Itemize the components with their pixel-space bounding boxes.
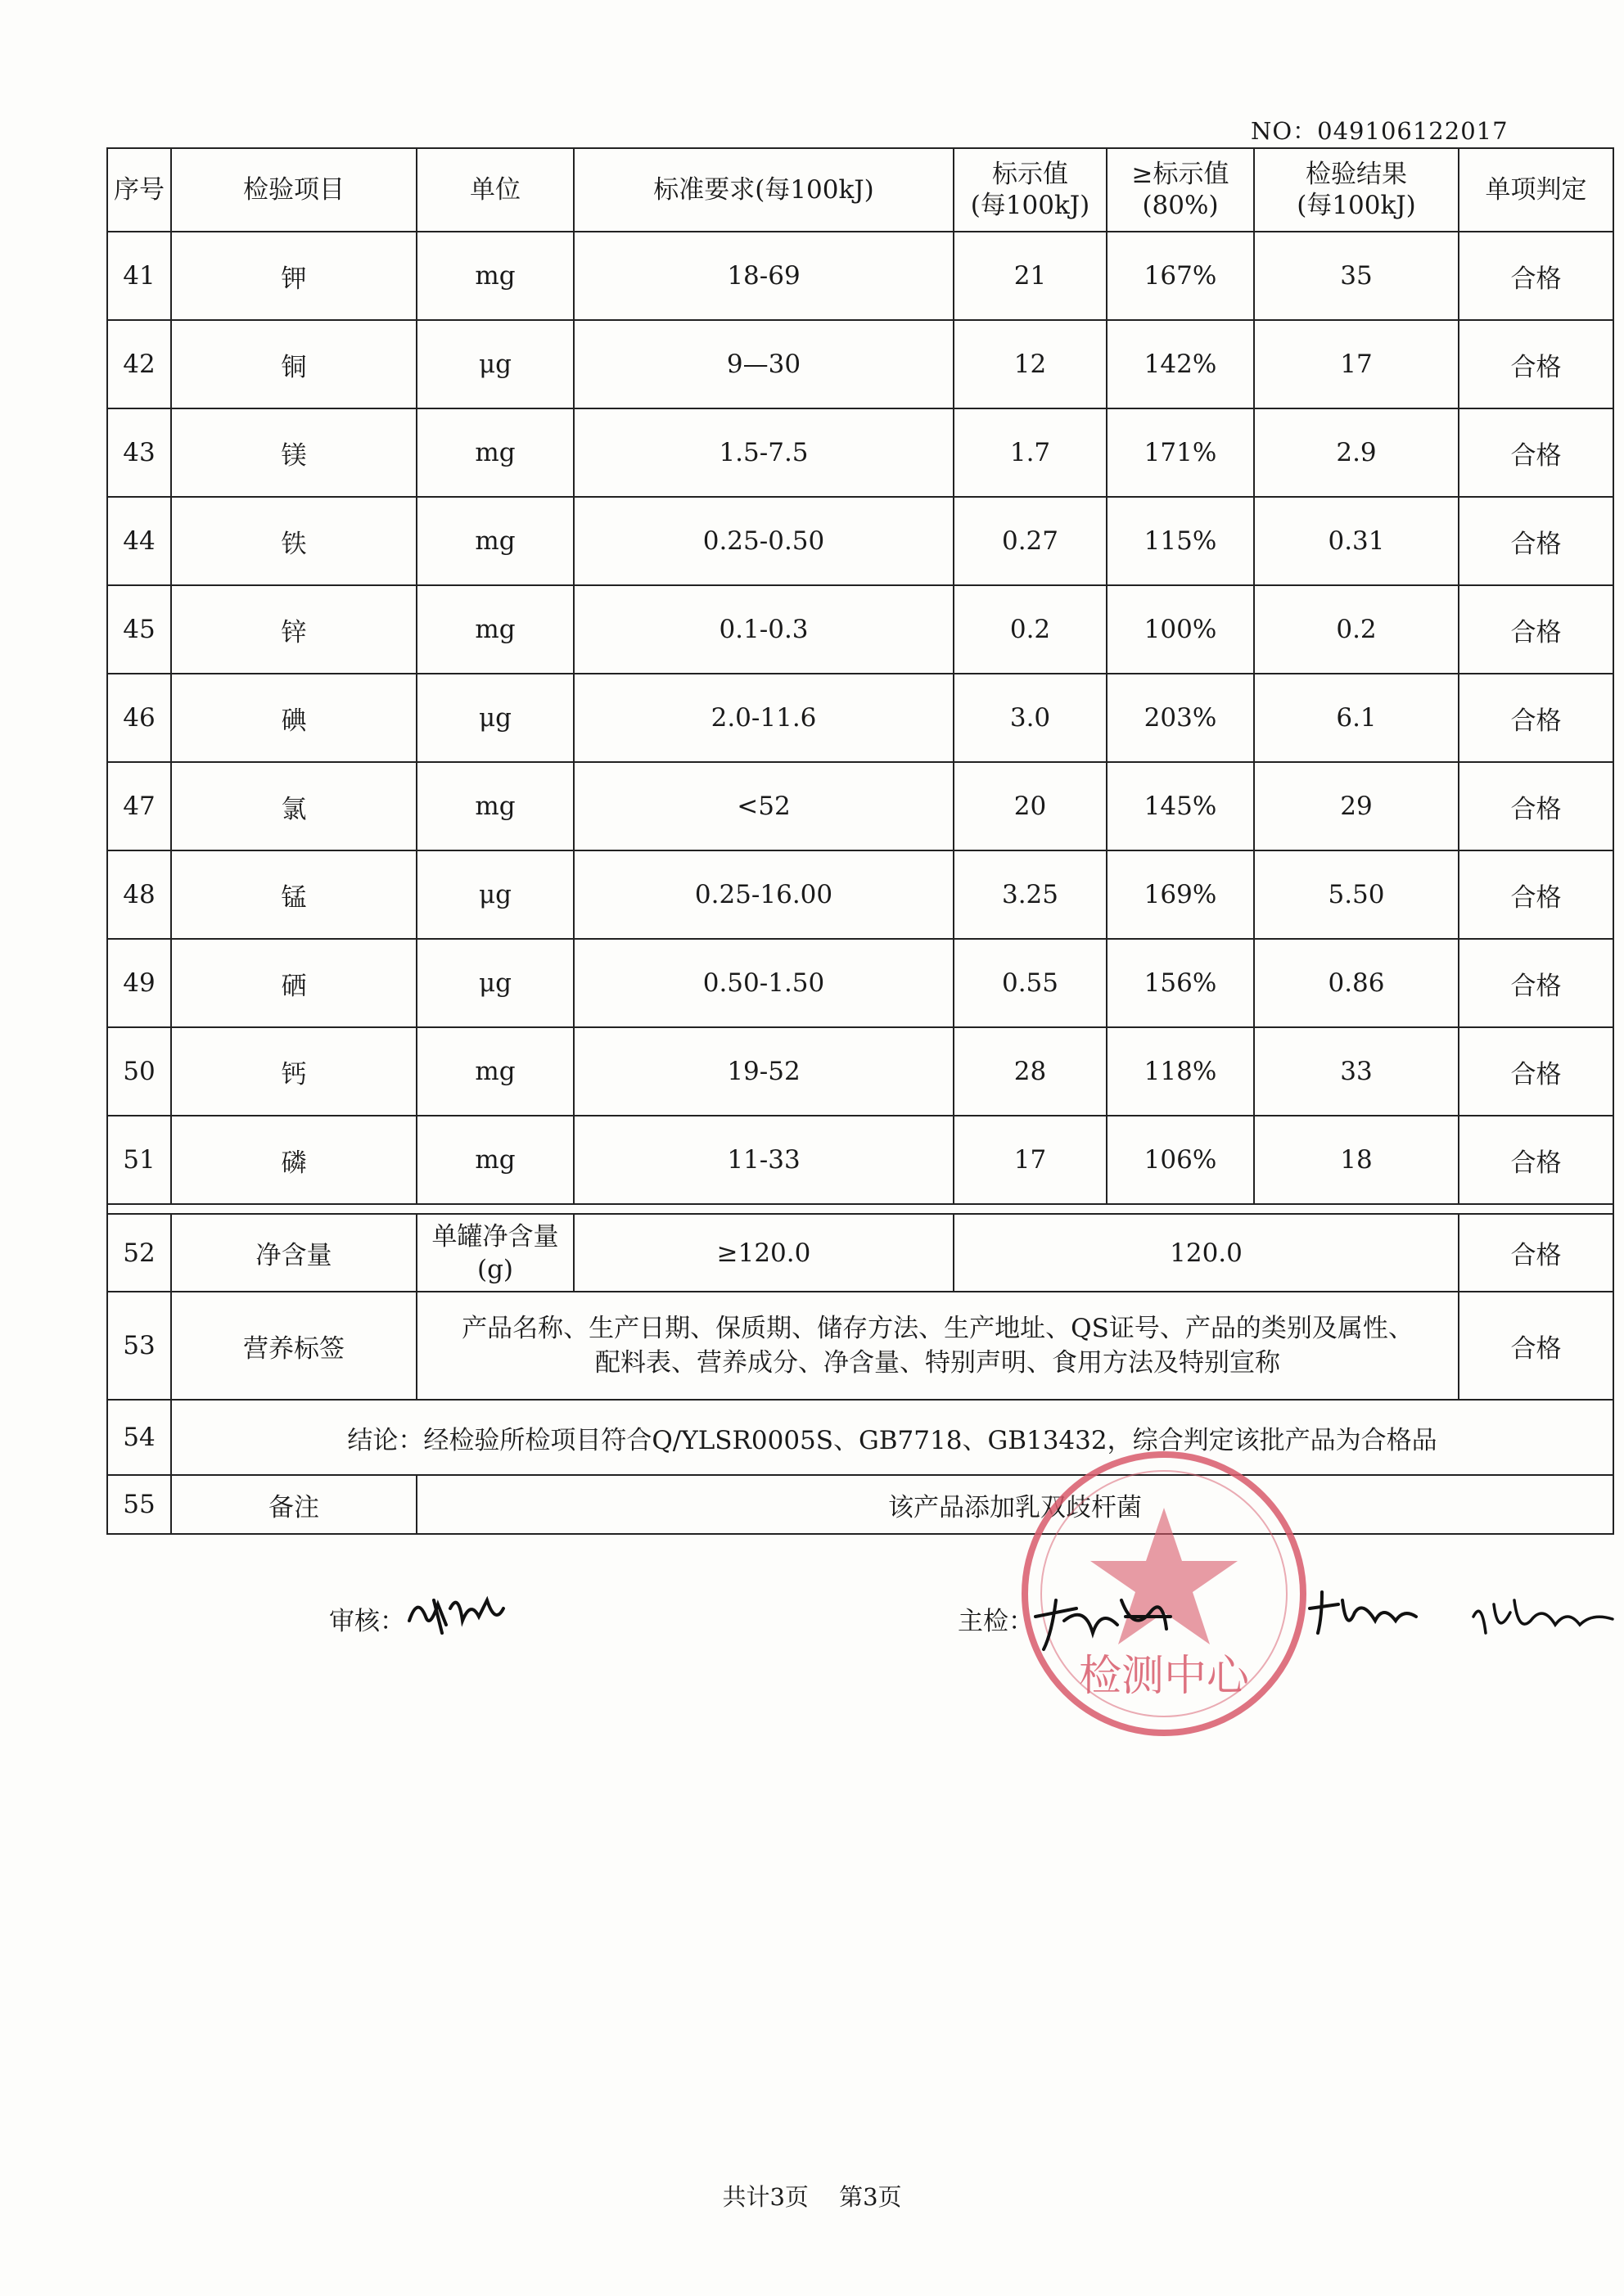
standard-requirement-cell: 0.50-1.50 [574, 939, 954, 1027]
label-value-cell: 28 [954, 1027, 1107, 1116]
page-footer [0, 2179, 1624, 2213]
header-cell: 标准要求(每100kJ) [574, 148, 954, 232]
verdict-cell: 合格 [1459, 762, 1613, 850]
label-content-cell: 产品名称、生产日期、保质期、储存方法、生产地址、QS证号、产品的类别及属性、 配料表、营养成分、净含量、特别声明、食用方法及特别宣称 [417, 1292, 1459, 1400]
row-number-cell: 55 [107, 1475, 171, 1534]
table-row-nutrition-label [107, 1292, 1613, 1400]
row-number-cell: 46 [107, 674, 171, 762]
verdict-cell: 合格 [1459, 408, 1613, 497]
percent-of-label-cell: 171% [1107, 408, 1254, 497]
item-name-cell: 营养标签 [171, 1292, 417, 1400]
header-cell: 序号 [107, 148, 171, 232]
test-result-cell: 6.1 [1254, 674, 1459, 762]
table-row-net-content [107, 1214, 1613, 1292]
table-row-remark [107, 1475, 1613, 1534]
unit-cell: mg [417, 1027, 574, 1116]
page-total: 共计3页 [722, 2183, 809, 2211]
row-number-cell: 47 [107, 762, 171, 850]
unit-cell: 单罐净含量 (g) [417, 1214, 574, 1292]
verdict-cell: 合格 [1459, 585, 1613, 674]
test-result-cell: 35 [1254, 232, 1459, 320]
table-row [107, 850, 1613, 939]
test-result-cell: 18 [1254, 1116, 1459, 1204]
verdict-cell: 合格 [1459, 232, 1613, 320]
page-number: 第3页 [839, 2183, 902, 2211]
standard-requirement-cell: ≥120.0 [574, 1214, 954, 1292]
table-row [107, 585, 1613, 674]
percent-of-label-cell: 156% [1107, 939, 1254, 1027]
percent-of-label-cell: 118% [1107, 1027, 1254, 1116]
verdict-cell: 合格 [1459, 674, 1613, 762]
header-cell: 检验项目 [171, 148, 417, 232]
table-row [107, 674, 1613, 762]
inspector-signature-1 [1027, 1584, 1191, 1658]
unit-cell: μg [417, 320, 574, 408]
unit-cell: mg [417, 585, 574, 674]
standard-requirement-cell: 0.1-0.3 [574, 585, 954, 674]
label-value-cell: 20 [954, 762, 1107, 850]
unit-cell: μg [417, 674, 574, 762]
verdict-cell: 合格 [1459, 320, 1613, 408]
item-name-cell: 备注 [171, 1475, 417, 1534]
standard-requirement-cell: 11-33 [574, 1116, 954, 1204]
unit-cell: mg [417, 1116, 574, 1204]
test-result-cell: 17 [1254, 320, 1459, 408]
label-value-cell: 3.0 [954, 674, 1107, 762]
table-row [107, 497, 1613, 585]
table-gap [107, 1204, 1613, 1214]
test-result-cell: 5.50 [1254, 850, 1459, 939]
verdict-cell: 合格 [1459, 939, 1613, 1027]
seal-text: 检测中心 [1078, 1652, 1250, 1701]
item-name-cell: 净含量 [171, 1214, 417, 1292]
percent-of-label-cell: 115% [1107, 497, 1254, 585]
standard-requirement-cell: 1.5-7.5 [574, 408, 954, 497]
row-number-cell: 54 [107, 1400, 171, 1475]
table-row [107, 232, 1613, 320]
table-row [107, 408, 1613, 497]
test-result-cell: 0.86 [1254, 939, 1459, 1027]
row-number-cell: 45 [107, 585, 171, 674]
item-name-cell: 镁 [171, 408, 417, 497]
label-value-cell: 17 [954, 1116, 1107, 1204]
label-value-cell: 0.55 [954, 939, 1107, 1027]
row-number-cell: 41 [107, 232, 171, 320]
unit-cell: μg [417, 939, 574, 1027]
test-result-cell: 29 [1254, 762, 1459, 850]
unit-cell: mg [417, 497, 574, 585]
row-number-cell: 42 [107, 320, 171, 408]
test-result-cell: 2.9 [1254, 408, 1459, 497]
test-result-cell: 0.31 [1254, 497, 1459, 585]
header-cell: ≥标示值 (80%) [1107, 148, 1254, 232]
percent-of-label-cell: 167% [1107, 232, 1254, 320]
item-name-cell: 碘 [171, 674, 417, 762]
label-value-cell: 0.27 [954, 497, 1107, 585]
verdict-cell: 合格 [1459, 1214, 1613, 1292]
conclusion-cell: 结论：经检验所检项目符合Q/YLSR0005S、GB7718、GB13432，综合判定该批产品为合格品 [171, 1400, 1613, 1475]
unit-cell: mg [417, 408, 574, 497]
standard-requirement-cell: 0.25-0.50 [574, 497, 954, 585]
gap-cell [107, 1204, 1613, 1214]
item-name-cell: 铁 [171, 497, 417, 585]
standard-requirement-cell: 2.0-11.6 [574, 674, 954, 762]
header-cell: 检验结果 (每100kJ) [1254, 148, 1459, 232]
verdict-cell: 合格 [1459, 1292, 1613, 1400]
standard-requirement-cell: 0.25-16.00 [574, 850, 954, 939]
standard-requirement-cell: 19-52 [574, 1027, 954, 1116]
inspector-signature-2 [1301, 1584, 1424, 1641]
percent-of-label-cell: 203% [1107, 674, 1254, 762]
item-name-cell: 钙 [171, 1027, 417, 1116]
item-name-cell: 氯 [171, 762, 417, 850]
test-result-cell: 33 [1254, 1027, 1459, 1116]
row-number-cell: 49 [107, 939, 171, 1027]
table-row [107, 939, 1613, 1027]
item-name-cell: 锰 [171, 850, 417, 939]
table-row [107, 1116, 1613, 1204]
percent-of-label-cell: 106% [1107, 1116, 1254, 1204]
standard-requirement-cell: 9—30 [574, 320, 954, 408]
unit-cell: μg [417, 850, 574, 939]
label-value-cell: 12 [954, 320, 1107, 408]
inspection-table [106, 147, 1614, 1535]
verdict-cell: 合格 [1459, 1027, 1613, 1116]
percent-of-label-cell: 169% [1107, 850, 1254, 939]
verdict-cell: 合格 [1459, 850, 1613, 939]
item-name-cell: 硒 [171, 939, 417, 1027]
reviewer-signature [401, 1584, 516, 1641]
row-number-cell: 43 [107, 408, 171, 497]
table-row-conclusion [107, 1400, 1613, 1475]
label-value-cell: 3.25 [954, 850, 1107, 939]
verdict-cell: 合格 [1459, 497, 1613, 585]
label-value-cell: 1.7 [954, 408, 1107, 497]
row-number-cell: 51 [107, 1116, 171, 1204]
table-row [107, 762, 1613, 850]
unit-cell: mg [417, 232, 574, 320]
header-cell: 标示值 (每100kJ) [954, 148, 1107, 232]
label-value-cell: 0.2 [954, 585, 1107, 674]
percent-of-label-cell: 142% [1107, 320, 1254, 408]
row-number-cell: 44 [107, 497, 171, 585]
item-name-cell: 铜 [171, 320, 417, 408]
row-number-cell: 50 [107, 1027, 171, 1116]
standard-requirement-cell: <52 [574, 762, 954, 850]
table-body [107, 232, 1613, 1534]
inspector-label: 主检： [958, 1607, 1034, 1636]
test-result-cell: 0.2 [1254, 585, 1459, 674]
remark-cell: 该产品添加乳双歧杆菌 [417, 1475, 1613, 1534]
report-number: NO：049106122017 [1251, 117, 1509, 145]
header-cell: 单项判定 [1459, 148, 1613, 232]
row-number-cell: 48 [107, 850, 171, 939]
label-value-cell: 21 [954, 232, 1107, 320]
item-name-cell: 钾 [171, 232, 417, 320]
header-cell: 单位 [417, 148, 574, 232]
test-result-cell: 120.0 [954, 1214, 1459, 1292]
item-name-cell: 锌 [171, 585, 417, 674]
verdict-cell: 合格 [1459, 1116, 1613, 1204]
item-name-cell: 磷 [171, 1116, 417, 1204]
row-number-cell: 52 [107, 1214, 171, 1292]
percent-of-label-cell: 100% [1107, 585, 1254, 674]
reviewer-label: 审核： [329, 1607, 405, 1636]
table-row [107, 320, 1613, 408]
standard-requirement-cell: 18-69 [574, 232, 954, 320]
table-header-row [107, 148, 1613, 232]
percent-of-label-cell: 145% [1107, 762, 1254, 850]
row-number-cell: 53 [107, 1292, 171, 1400]
inspector-signature-3 [1465, 1588, 1621, 1645]
table-row [107, 1027, 1613, 1116]
unit-cell: mg [417, 762, 574, 850]
